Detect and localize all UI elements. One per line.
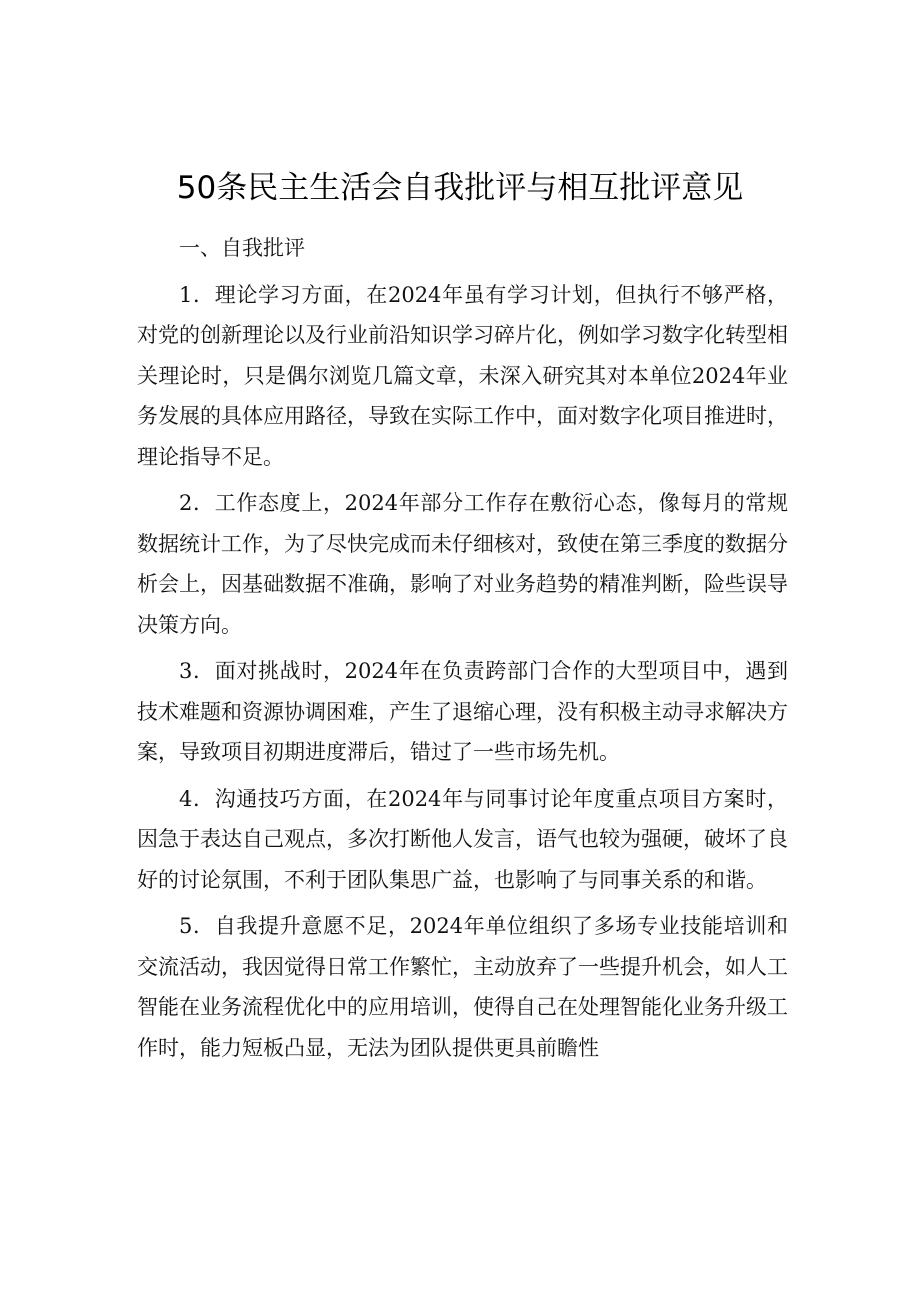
item-number: 3． — [179, 659, 215, 683]
criticism-item-1 — [137, 275, 788, 478]
section-heading: 一、自我批评 — [179, 236, 305, 260]
item-number: 4． — [179, 786, 215, 811]
item-text: 工作态度上，2024年部分工作存在敷衍心态，像每月的常规数据统计工作，为了尽快完成而未仔细核对，致使在第三季度的数据分析会上，因基础数据不准确，影响了对业务趋势的精准判断，险些误导决策方向。 — [137, 491, 788, 637]
item-number: 1． — [179, 282, 215, 307]
item-text: 面对挑战时，2024年在负责跨部门合作的大型项目中，遇到技术难题和资源协调困难，产生了退缩心理，没有积极主动寻求解决方案，导致项目初期进度滞后，错过了一些市场先机。 — [137, 659, 788, 764]
criticism-item-2 — [137, 483, 788, 645]
item-text: 沟通技巧方面，在2024年与同事讨论年度重点项目方案时，因急于表达自己观点，多次打断他人发言，语气也较为强硬，破坏了良好的讨论氛围，不利于团队集思广益，也影响了与同事关系的和谐。 — [137, 786, 788, 892]
item-text: 自我提升意愿不足，2024年单位组织了多场专业技能培训和交流活动，我因觉得日常工作繁忙，主动放弃了一些提升机会，如人工智能在业务流程优化中的应用培训，使得自己在处理智能化业务升级工作时，能力短板凸显，无法为团队提供更具前瞻性 — [137, 914, 788, 1060]
item-text: 理论学习方面，在2024年虽有学习计划，但执行不够严格，对党的创新理论以及行业前沿知识学习碎片化，例如学习数字化转型相关理论时，只是偶尔浏览几篇文章，未深入研究其对本单位2024年业务发展的具体应用路径，导致在实际工作中，面对数字化项目推进时，理论指导不足。 — [137, 282, 788, 469]
item-number: 5． — [179, 914, 215, 938]
criticism-item-4 — [137, 779, 788, 901]
document-body — [137, 228, 788, 1074]
document-title: 50条民主生活会自我批评与相互批评意见 — [176, 170, 744, 206]
criticism-item-5 — [137, 906, 788, 1068]
criticism-item-3 — [137, 651, 788, 773]
item-number: 2． — [179, 491, 215, 515]
